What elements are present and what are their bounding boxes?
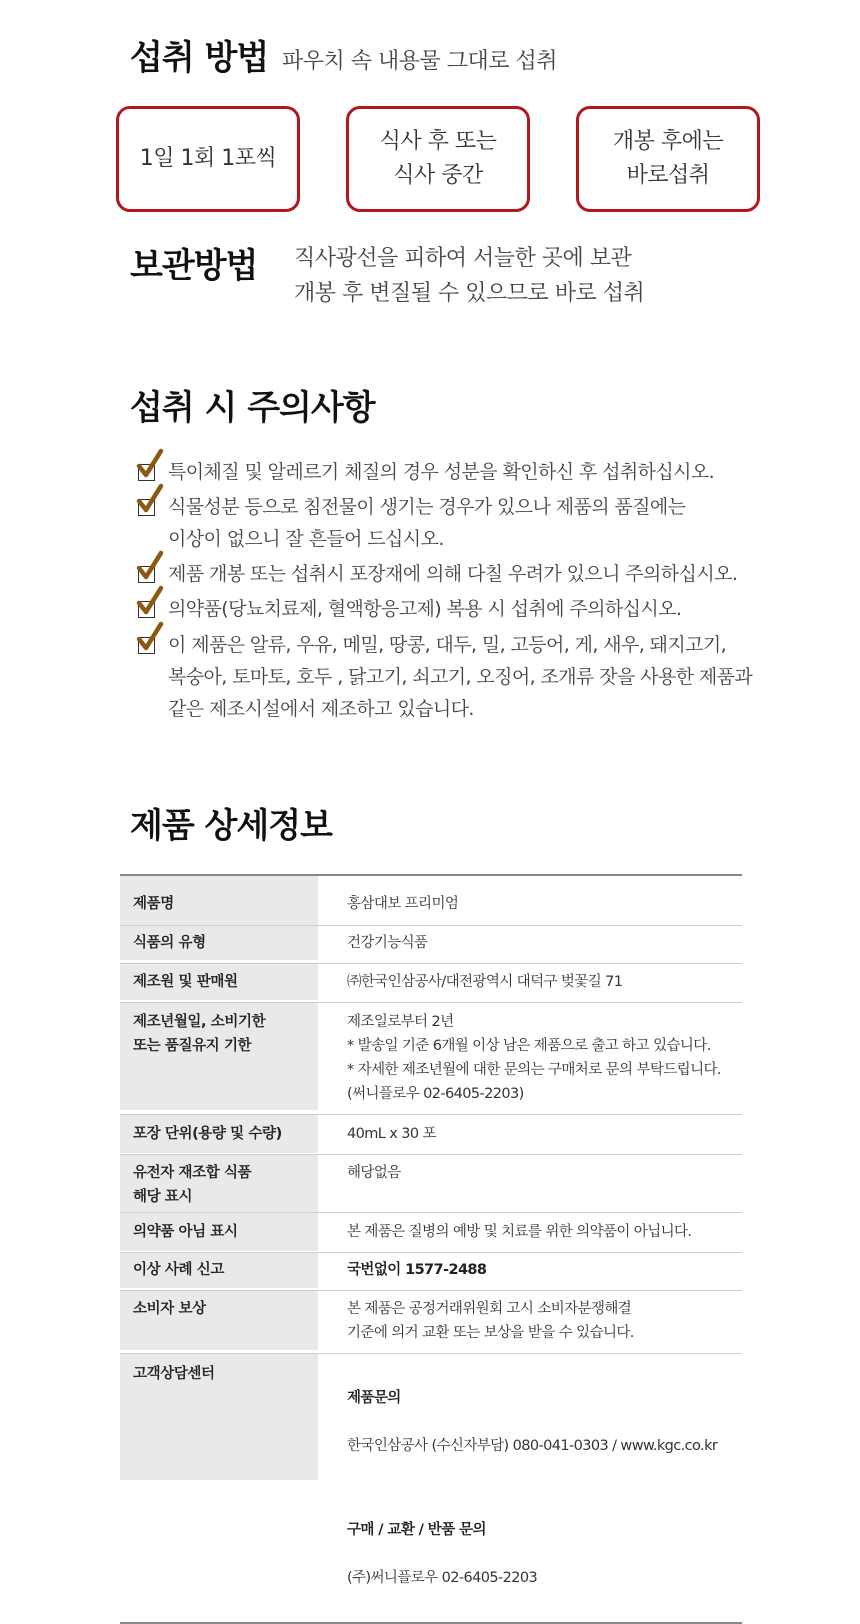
table-row <box>120 1003 742 1115</box>
checkbox-checked-icon <box>138 566 155 583</box>
intake-title: 섭취 방법 <box>130 38 269 78</box>
table-row <box>120 876 742 926</box>
product-inquiry-contact: 한국인삼공사 (수신자부담) 080-041-0303 / www.kgc.co.kr <box>347 1438 718 1454</box>
product-details-title: 제품 상세정보 <box>130 806 332 846</box>
product-details-table <box>120 874 742 1624</box>
row-label: 제품명 <box>120 876 318 925</box>
row-value: 본 제품은 공정거래위원회 고시 소비자분쟁해결 기준에 의거 교환 또는 보상을 받을 수 있습니다. <box>347 1301 634 1341</box>
caution-text: 이 제품은 알류, 우유, 메밀, 땅콩, 대두, 밀, 고등어, 게, 새우, 돼지고기, 복숭아, 토마토, 호두 , 닭고기, 쇠고기, 오징어, 조개류 잣을 사용한 제품과 같은 제조시설에서 제조하고 있습니다. <box>168 634 753 720</box>
caution-text: 식물성분 등으로 침전물이 생기는 경우가 있으나 제품의 품질에는 이상이 없으니 잘 흔들어 드십시오. <box>168 496 686 550</box>
row-value: 제조일로부터 2년 * 발송일 기준 6개월 이상 남은 제품으로 출고 하고 있습니다. * 자세한 제조년월에 대한 문의는 구매처로 문의 부탁드립니다. (써니플로우 02-6405-2203) <box>347 1014 721 1102</box>
table-row <box>120 1354 742 1622</box>
table-row <box>120 1115 742 1155</box>
table-row <box>120 1155 742 1213</box>
caution-text: 특이체질 및 알레르기 체질의 경우 성분을 확인하신 후 섭취하십시오. <box>168 461 715 483</box>
storage-line: 개봉 후 변질될 수 있으므로 바로 섭취 <box>294 281 645 306</box>
customer-center-value <box>318 1354 742 1622</box>
checkbox-checked-icon <box>138 601 155 618</box>
row-value: 홍삼대보 프리미엄 <box>347 896 459 912</box>
row-label: 제조원 및 판매원 <box>120 964 318 1000</box>
row-label: 포장 단위(용량 및 수량) <box>120 1115 318 1153</box>
row-label: 제조년월일, 소비기한 또는 품질유지 기한 <box>120 1003 318 1110</box>
product-inquiry-heading: 제품문의 <box>347 1390 401 1406</box>
checkbox-checked-icon <box>138 499 155 516</box>
table-row <box>120 1253 742 1291</box>
purchase-inquiry-contact: (주)써니플로우 02-6405-2203 <box>347 1570 538 1586</box>
table-row <box>120 964 742 1003</box>
row-label: 소비자 보상 <box>120 1291 318 1350</box>
row-label: 식품의 유형 <box>120 926 318 960</box>
row-value: 본 제품은 질병의 예방 및 치료를 위한 의약품이 아닙니다. <box>347 1224 692 1240</box>
purchase-inquiry-heading: 구매 / 교환 / 반품 문의 <box>347 1522 486 1538</box>
storage-line: 직사광선을 피하여 서늘한 곳에 보관 <box>294 246 632 271</box>
table-row <box>120 926 742 964</box>
row-label: 이상 사례 신고 <box>120 1253 318 1288</box>
row-value: ㈜한국인삼공사/대전광역시 대덕구 벚꽃길 71 <box>347 974 623 990</box>
checkbox-checked-icon <box>138 637 155 654</box>
intake-subtitle: 파우치 속 내용물 그대로 섭취 <box>282 49 557 74</box>
intake-box-timing: 식사 후 또는 식사 중간 <box>346 106 530 212</box>
row-label: 고객상담센터 <box>120 1354 318 1480</box>
storage-title: 보관방법 <box>130 246 258 286</box>
caution-text: 제품 개봉 또는 섭취시 포장재에 의해 다칠 우려가 있으니 주의하십시오. <box>168 563 738 585</box>
row-label: 의약품 아님 표시 <box>120 1213 318 1251</box>
row-label: 유전자 재조합 식품 해당 표시 <box>120 1155 318 1212</box>
row-value: 40mL x 30 포 <box>347 1126 436 1142</box>
intake-box-after-opening: 개봉 후에는 바로섭취 <box>576 106 760 212</box>
report-phone: 국번없이 1577-2488 <box>347 1262 487 1278</box>
caution-title: 섭취 시 주의사항 <box>130 388 375 428</box>
intake-box-dose: 1일 1회 1포씩 <box>116 106 300 212</box>
row-value: 해당없음 <box>347 1165 401 1181</box>
checkbox-checked-icon <box>138 464 155 481</box>
table-row <box>120 1213 742 1253</box>
caution-text: 의약품(당뇨치료제, 혈액항응고제) 복용 시 섭취에 주의하십시오. <box>168 598 682 620</box>
table-row <box>120 1291 742 1354</box>
row-value: 건강기능식품 <box>347 935 428 951</box>
